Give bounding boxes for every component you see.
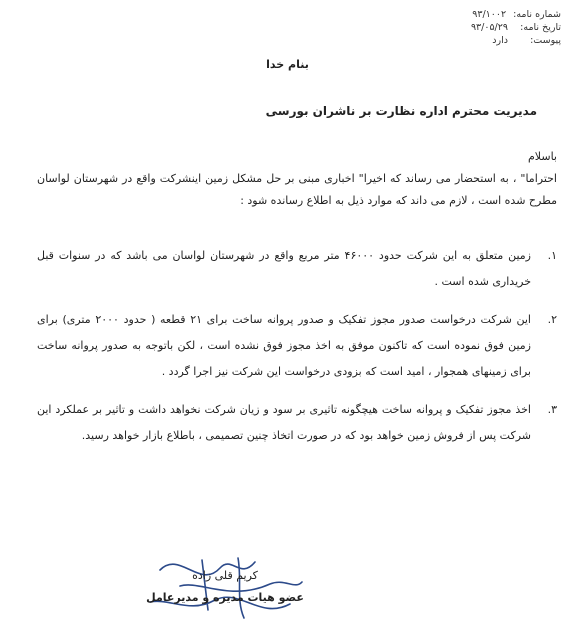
item-text: این شرکت درخواست صدور مجوز تفکیک و صدور پروانه ساخت برای ۲۱ قطعه ( حدود ۲۰۰۰ متری) برای زمین فوق نموده است که تاکنون موفق به اخذ مجوز فوق نشده است ، لکن باتوجه به صدور پروانه ساخت برای زمینهای همجوار ، امید است که بزودی درخواست این شرکت نیز اجرا گردد . bbox=[37, 313, 531, 378]
letter-meta bbox=[471, 8, 561, 47]
letter-attachment-label: پیوست: bbox=[530, 35, 561, 46]
basmala-heading: بنام خدا bbox=[266, 58, 309, 71]
letter-date-label: تاریخ نامه: bbox=[520, 22, 561, 33]
letter-number-label: شماره نامه: bbox=[513, 9, 561, 20]
addressee: مدیریت محترم اداره نظارت بر ناشران بورسی bbox=[265, 104, 537, 118]
letter-attachment-row bbox=[471, 34, 561, 47]
intro-paragraph: احتراما" ، به استحضار می رساند که اخیرا" اخباری مبنی بر حل مشکل زمین اینشرکت واقع در شهرستان لواسان مطرح شده است ، لازم می داند که موارد ذیل به اطلاع رسانده شود : bbox=[37, 172, 557, 207]
letter-date-value: ۹۳/۰۵/۲۹ bbox=[470, 22, 508, 33]
item-text: اخذ مجوز تفکیک و پروانه ساخت هیچگونه تاثیری بر سود و زیان شرکت نخواهد داشت و تاثیر بر عملکرد این شرکت پس از فروش زمین خواهد بود که در صورت اتخاذ چنین تصمیمی ، باطلاع بازار خواهد رسید. bbox=[37, 403, 531, 442]
letter-number-value: ۹۳/۱۰۰۲ bbox=[472, 9, 507, 20]
list-item bbox=[37, 397, 557, 449]
list-item bbox=[37, 243, 557, 295]
item-number: ۱. bbox=[547, 249, 557, 262]
item-text: زمین متعلق به این شرکت حدود ۴۶۰۰۰ متر مربع واقع در شهرستان لواسان می باشد که در سنوات قبل خریداری شده است . bbox=[37, 249, 531, 288]
letter-number-row bbox=[471, 8, 561, 21]
item-number: ۲. bbox=[547, 313, 557, 326]
signer-title: عضو هیات مدیره و مدیرعامل bbox=[146, 591, 304, 604]
list-item bbox=[37, 307, 557, 385]
item-number: ۳. bbox=[547, 403, 557, 416]
greeting: باسلام bbox=[527, 150, 557, 163]
signer-name: کریم قلی زاده bbox=[192, 569, 258, 582]
signature-block bbox=[140, 565, 310, 609]
letter-date-row bbox=[471, 21, 561, 34]
items-list bbox=[37, 243, 557, 449]
letter-attachment-value: دارد bbox=[492, 35, 508, 46]
